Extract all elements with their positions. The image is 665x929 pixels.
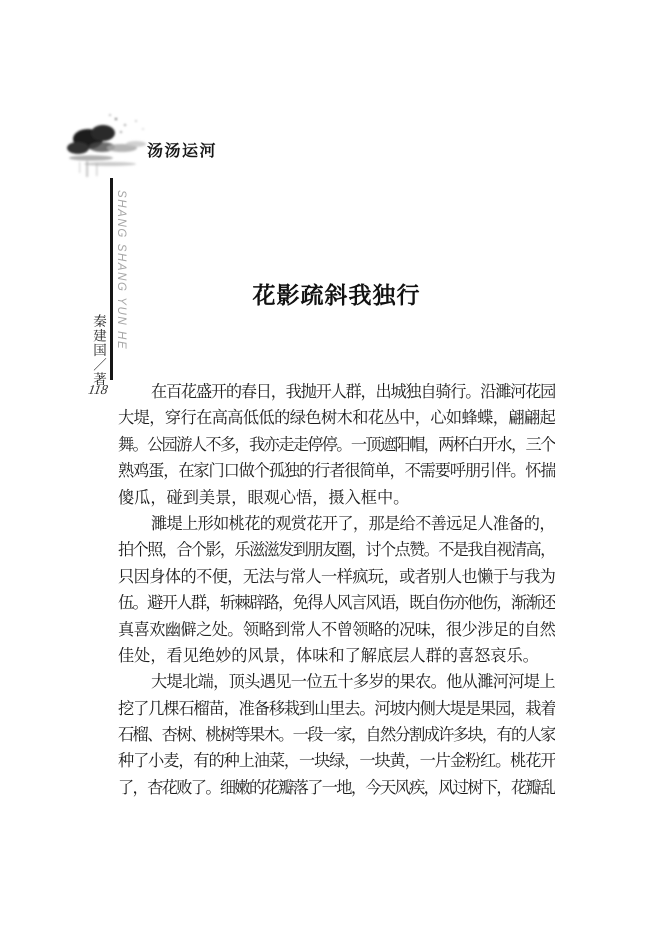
body-line: 拍个照，合个影，乐滋滋发到朋友圈，讨个点赞。不是我自视清高，	[118, 541, 555, 560]
body-line: 挖了几棵石榴苗，准备移栽到山里去。河坡内侧大堤是果园，栽着	[118, 699, 555, 718]
body-line: 熟鸡蛋，在家门口做个孤独的行者很简单，不需要呼朋引伴。怀揣	[118, 462, 555, 481]
body-line: 濉堤上形如桃花的观赏花开了，那是给不善远足人准备的，	[151, 514, 555, 533]
body-line: 大堤，穿行在高高低低的绿色树木和花丛中，心如蜂蝶，翩翩起	[118, 409, 555, 428]
body-line: 在百花盛开的春日，我抛开人群，出城独自骑行。沿濉河花园	[151, 383, 555, 401]
page-number: 118	[87, 382, 110, 397]
body-line: 只因身体的不便，无法与常人一样疯玩，或者别人也懒于与我为	[118, 567, 555, 586]
body-line: 种了小麦，有的种上油菜，一块绿，一块黄，一片金粉红。桃花开	[118, 752, 555, 771]
body-line: 傻瓜，碰到美景，眼观心悟，摄入框中。	[118, 488, 410, 507]
body-line: 了，杏花败了。细嫩的花瓣落了一地，今天风疾，风过树下，花瓣乱	[118, 778, 555, 797]
article-body	[118, 379, 555, 801]
series-pinyin: SHANG SHANG YUN HE	[115, 190, 127, 351]
body-line: 大堤北端，顶头遇见一位五十多岁的果农。他从濉河河堤上	[151, 673, 555, 692]
body-line: 伍。避开人群，斩棘辟路，免得人风言风语，既自伤亦他伤，渐渐还	[118, 594, 555, 613]
series-title: 汤汤运河	[147, 143, 218, 160]
body-line: 佳处，看见绝妙的风景，体味和了解底层人群的喜怒哀乐。	[118, 646, 539, 665]
body-line: 真喜欢幽僻之处。领略到常人不曾领略的况味，很少涉足的自然	[118, 620, 555, 639]
body-line: 石榴、杏树、桃树等果木。一段一家，自然分割成许多块，有的人家	[118, 726, 555, 745]
article-title: 花影疏斜我独行	[252, 283, 421, 309]
author-byline: 秦建国／著	[91, 314, 106, 387]
body-line: 舞。公园游人不多，我亦走走停停。一顶遮阳帽，两杯白开水，三个	[118, 435, 555, 454]
sidebar-rule	[110, 178, 113, 380]
